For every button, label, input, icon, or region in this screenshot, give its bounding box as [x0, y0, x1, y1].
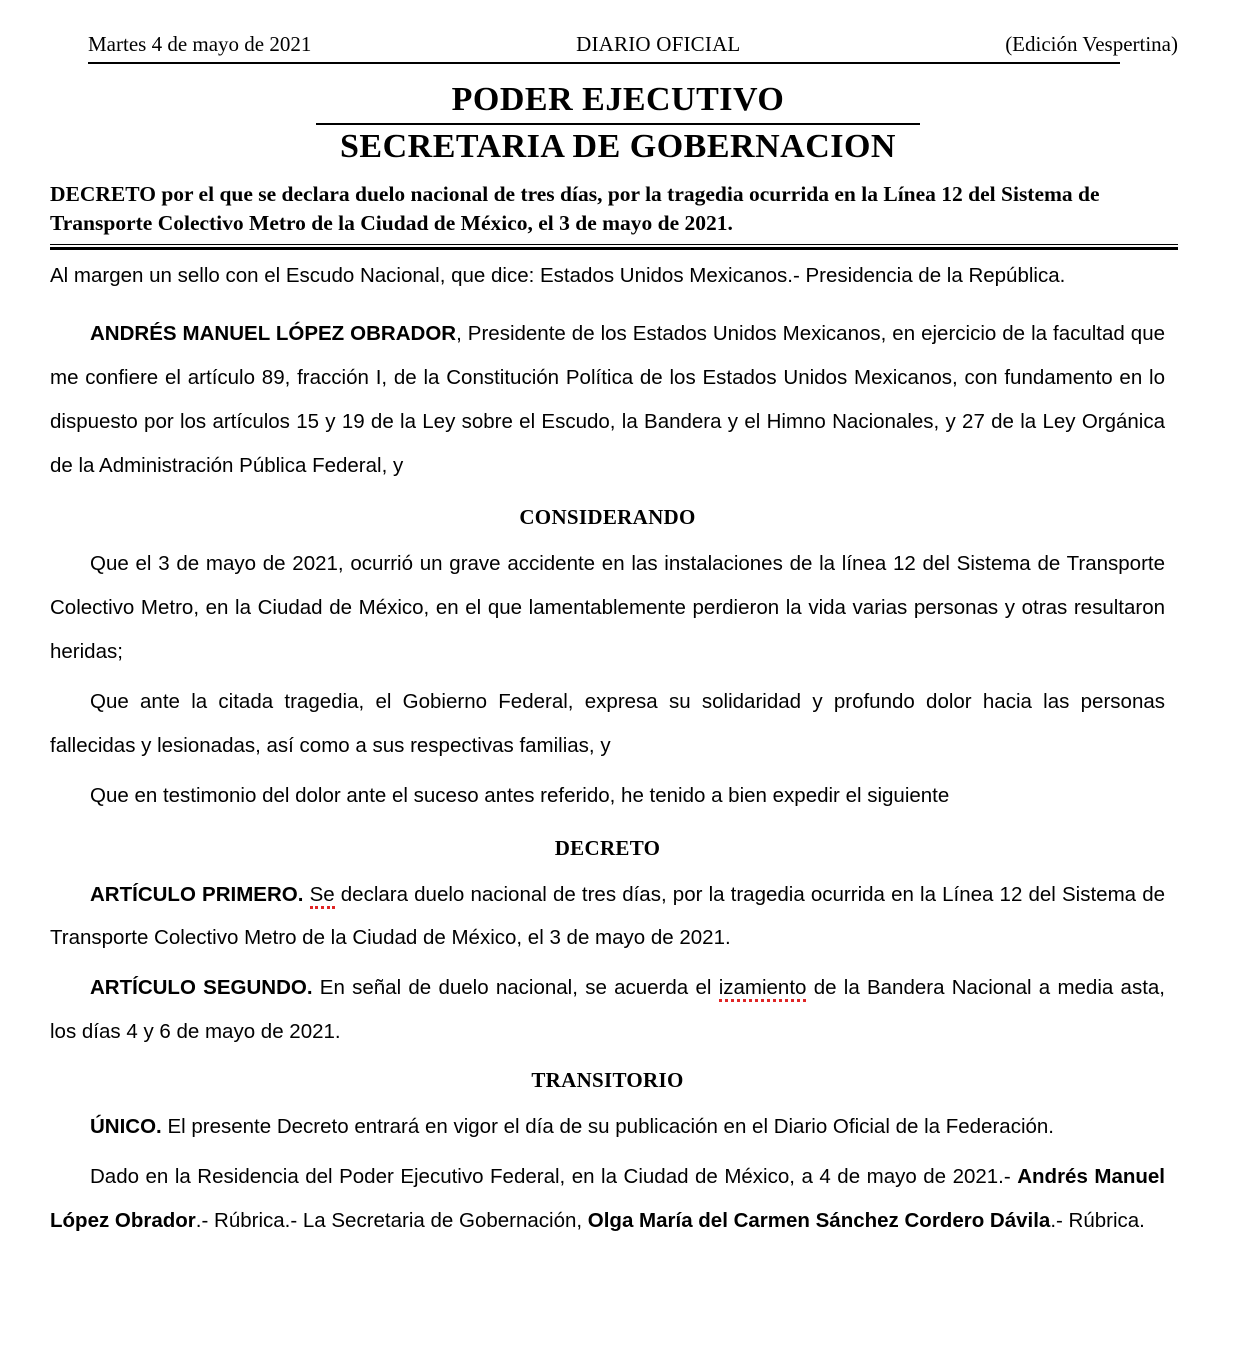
- president-paragraph-text: , Presidente de los Estados Unidos Mexicanos, en ejercicio de la facultad que me confiere el artículo 89, fracción I, de la Constitución Política de los Estados Unidos Mexicanos, con fundamento en lo dispuesto por los artículos 15 y 19 de la Ley sobre el Escudo, la Bandera y el Himno Nacionales, y 27 de la Ley Orgánica de la Administración Pública Federal, y: [50, 321, 1166, 477]
- transitorio-text: El presente Decreto entrará en vigor el día de su publicación en el Diario Oficial de la Federación.: [161, 1114, 1054, 1138]
- masthead-poder-ejecutivo: PODER EJECUTIVO: [451, 81, 785, 119]
- decree-summary-rest: por el que se declara duelo nacional de tres días, por la tragedia ocurrida en la Línea 12 del Sistema de Transporte Colectivo Metro de la Ciudad de México, el 3 de mayo de 2021.: [50, 181, 1100, 235]
- header-edition: (Edición Vespertina): [1005, 32, 1178, 56]
- signer-secretary: Olga María del Carmen Sánchez Cordero Dávila: [587, 1208, 1051, 1232]
- articulo-primero-label: ARTÍCULO PRIMERO.: [90, 882, 304, 906]
- spellcheck-word-se: Se: [310, 883, 335, 909]
- articulo-segundo-text-before: En señal de duelo nacional, se acuerda el: [312, 976, 719, 1000]
- header-divider-rule: [88, 62, 1120, 64]
- closing-text-3: .- Rúbrica.: [1050, 1208, 1145, 1232]
- considerando-paragraph-1: Que el 3 de mayo de 2021, ocurrió un grave accidente en las instalaciones de la línea 12 del Sistema de Transporte Colectivo Metro, en la Ciudad de México, en el que lamentablemente perdieron la vida varias personas y otras resultaron heridas;: [50, 552, 1165, 664]
- articulo-segundo-paragraph: [50, 966, 1165, 1054]
- document-body: [50, 254, 1165, 1242]
- header-date: Martes 4 de mayo de 2021: [88, 32, 312, 56]
- president-paragraph: [50, 312, 1165, 487]
- masthead: [0, 82, 1236, 166]
- summary-double-rule: [50, 244, 1178, 250]
- transitorio-label: ÚNICO.: [90, 1114, 162, 1138]
- spellcheck-word-izamiento: izamiento: [719, 976, 807, 1002]
- considerando-paragraph-3: Que en testimonio del dolor ante el suceso antes referido, he tenido a bien expedir el siguiente: [90, 783, 950, 807]
- running-header: [88, 0, 1178, 56]
- header-publication-title: DIARIO OFICIAL: [576, 32, 741, 56]
- heading-decreto: DECRETO: [554, 835, 661, 860]
- heading-transitorio: TRANSITORIO: [531, 1067, 684, 1092]
- closing-paragraph: [50, 1155, 1165, 1243]
- signer-president: Andrés Manuel López Obrador: [50, 1164, 1165, 1232]
- articulo-segundo-text-after: de la Bandera Nacional a media asta, los días 4 y 6 de mayo de 2021.: [50, 976, 1165, 1044]
- decree-summary: [50, 180, 1178, 237]
- president-name: ANDRÉS MANUEL LÓPEZ OBRADOR: [90, 321, 457, 345]
- heading-considerando: CONSIDERANDO: [519, 505, 696, 530]
- considerando-paragraph-2: Que ante la citada tragedia, el Gobierno Federal, expresa su solidaridad y profundo dolor hacia las personas fallecidas y lesionadas, así como a sus respectivas familias, y: [50, 689, 1165, 757]
- articulo-primero-paragraph: [50, 873, 1165, 961]
- closing-text-2: .- Rúbrica.- La Secretaria de Gobernación,: [195, 1208, 588, 1232]
- closing-text-1: Dado en la Residencia del Poder Ejecutivo Federal, en la Ciudad de México, a 4 de mayo de 2021.-: [90, 1164, 1018, 1188]
- masthead-secretaria: SECRETARIA DE GOBERNACION: [340, 127, 896, 165]
- seal-paragraph: Al margen un sello con el Escudo Nacional, que dice: Estados Unidos Mexicanos.- Presidencia de la República.: [50, 264, 1066, 288]
- articulo-segundo-label: ARTÍCULO SEGUNDO.: [90, 976, 313, 1000]
- masthead-divider-rule: [316, 123, 920, 125]
- articulo-primero-text: declara duelo nacional de tres días, por la tragedia ocurrida en la Línea 12 del Sistema de Transporte Colectivo Metro de la Ciudad de México, el 3 de mayo de 2021.: [50, 882, 1165, 950]
- transitorio-paragraph: [50, 1105, 1165, 1149]
- decree-summary-lead: DECRETO: [50, 181, 156, 206]
